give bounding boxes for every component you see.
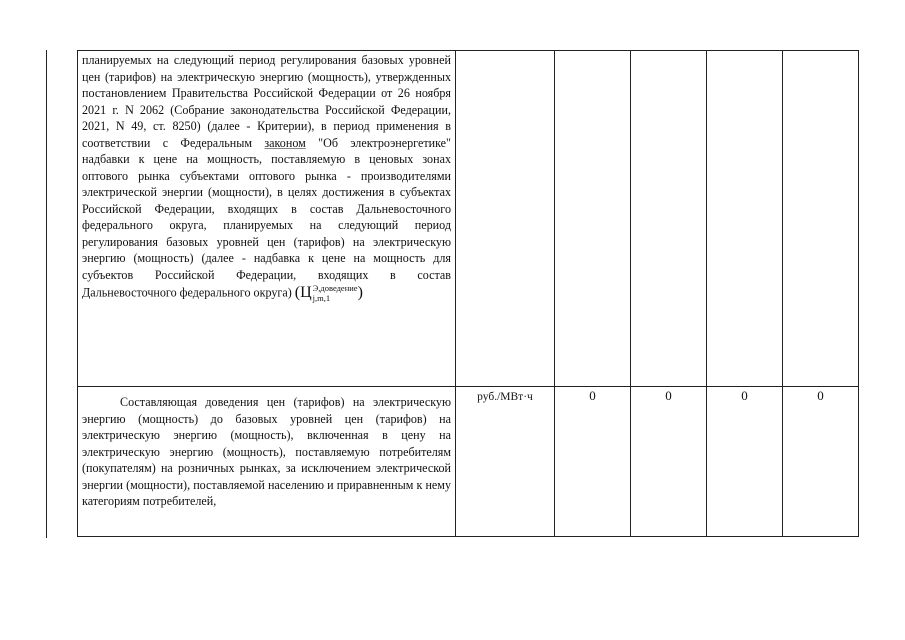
description-text xyxy=(78,51,455,303)
federal-law-link[interactable]: законом xyxy=(264,135,306,150)
unit-cell xyxy=(456,387,555,537)
value-cell xyxy=(631,51,707,387)
text-fragment: Составляющая доведения цен (тарифов) на электрическую энергию (мощность) до базовых уровней цен (тарифов) на электрическую энергию (мощность), включенная в цену на электрическую энергию (мощность), поставляемую потребителям (покупателям) на розничных рынках, за исключением электрической энергии (мощности), поставляемой населению и приравненным к нему категориям потребителей, xyxy=(82,395,451,508)
formula-paren-close: ) xyxy=(357,283,363,301)
value-1: 0 xyxy=(589,388,596,403)
formula-superscript: Э,доведение xyxy=(312,283,358,293)
text-fragment: "Об электроэнергетике" надбавки к цене на мощность, поставляемую в ценовых зонах оптового рынка субъектами оптового рынка - производителями электрической энергии (мощности), в целях достижения в субъектах Российской Федерации, входящих в состав Дальневосточного федерального округа, планируемых на следующий период регулирования базовых уровней цен (тарифов) на электрическую энергию (мощность) (далее - надбавка к цене на мощность для субъектов Российской Федерации, входящих в состав Дальневосточного федерального округа) xyxy=(82,135,451,300)
description-text xyxy=(78,387,455,510)
value-4: 0 xyxy=(817,388,824,403)
value-3: 0 xyxy=(741,388,748,403)
formula-indices xyxy=(313,283,358,303)
formula-symbol: Ц xyxy=(300,283,312,301)
left-margin-line xyxy=(46,50,47,538)
formula-subscript: j,m,1 xyxy=(312,293,331,303)
value-cell xyxy=(707,387,783,537)
tariff-table xyxy=(77,50,859,537)
table-row xyxy=(78,51,859,387)
value-cell xyxy=(783,51,859,387)
value-cell xyxy=(631,387,707,537)
description-cell xyxy=(78,51,456,387)
description-cell xyxy=(78,387,456,537)
value-cell xyxy=(783,387,859,537)
value-cell xyxy=(707,51,783,387)
value-cell xyxy=(555,51,631,387)
text-fragment: планируемых на следующий период регулирования базовых уровней цен (тарифов) на электрическую энергию (мощность), утвержденных постановлением Правительства Российской Федерации от 26 ноября 2021 г. N 2062 (Собрание законодательства Российской Федерации, 2021, N 49, ст. 8250) (далее - Критерии), в период применения в соответствии с Федеральным xyxy=(82,53,451,150)
formula xyxy=(295,284,363,301)
value-cell xyxy=(555,387,631,537)
formula-paren-open: ( xyxy=(294,283,301,301)
table-row xyxy=(78,387,859,537)
unit-label: руб./МВт·ч xyxy=(477,391,533,403)
unit-cell xyxy=(456,51,555,387)
value-2: 0 xyxy=(665,388,672,403)
